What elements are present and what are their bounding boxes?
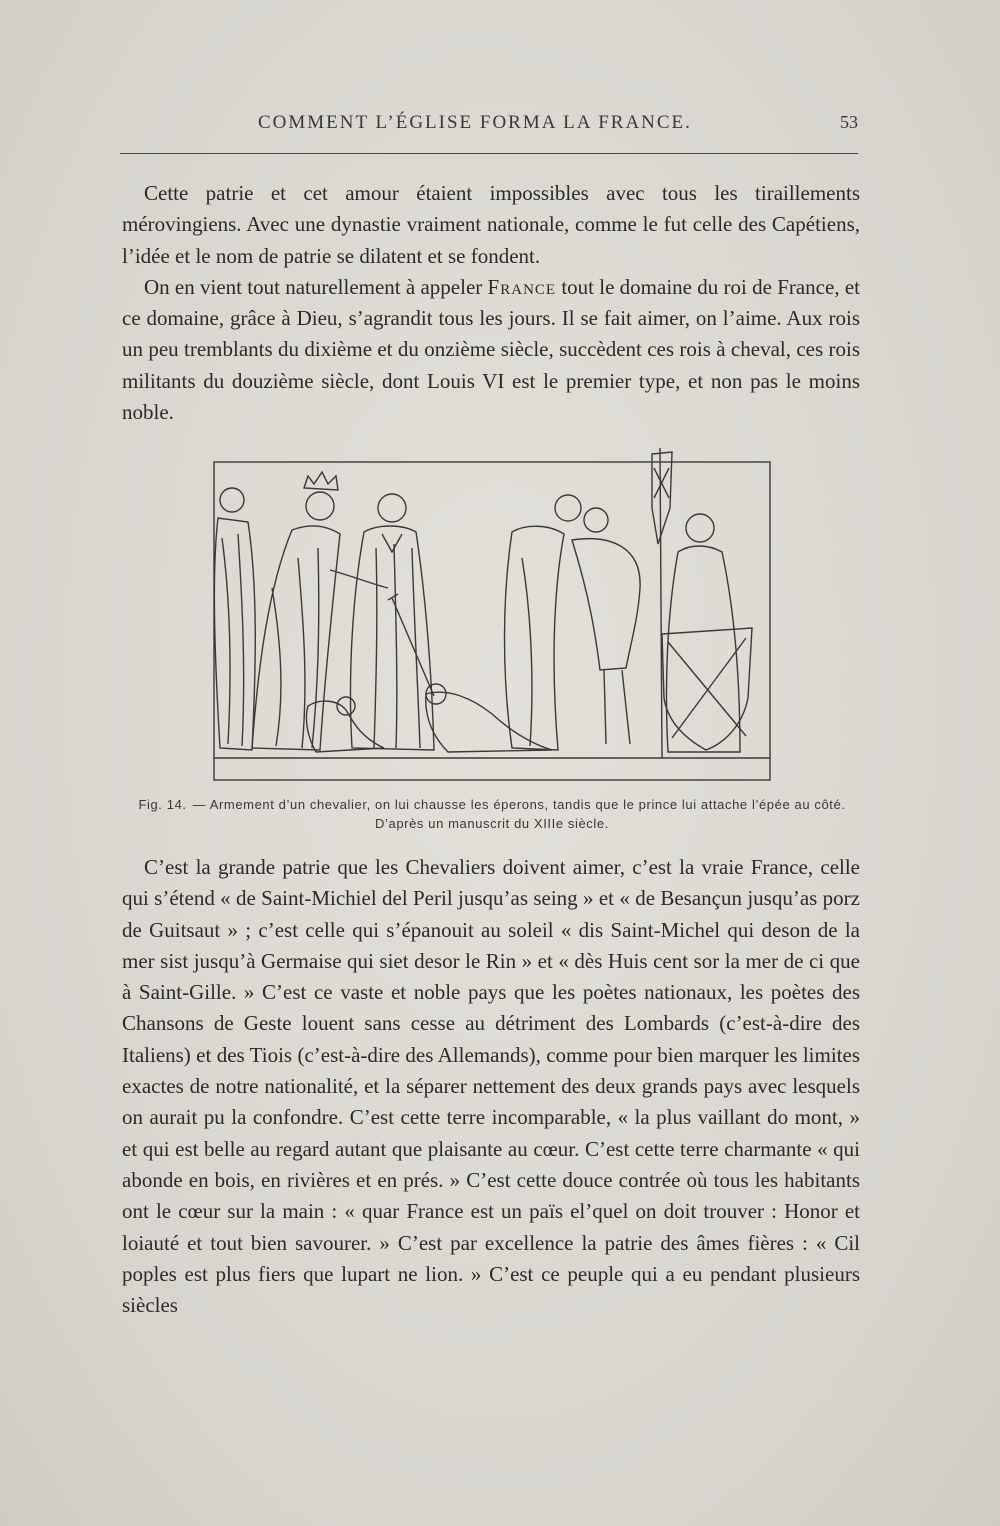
paragraph-1: Cette patrie et cet amour étaient impossibles avec tous les tiraillements mérovingiens. Avec une dynastie vraiment nationale, comme le fut celle des Capétiens, l’idée et le nom de patrie se dilatent et se fondent. bbox=[122, 181, 860, 268]
figure-caption-text: — Armement d’un chevalier, on lui chausse les éperons, tandis que le prince lui attache l’épée au côté. D’après un manuscrit du XIIIe siècle. bbox=[192, 797, 846, 831]
body-text-bottom bbox=[122, 852, 860, 1321]
paragraph-2-rest: tout le domaine du roi de France, et ce domaine, grâce à Dieu, s’agrandit tous les jours. Il se fait aimer, on l’aime. Aux rois un peu tremblants du dixième et du onzième siècle, succèdent ces rois à cheval, ces rois militants du douzième siècle, dont Louis VI est le premier type, et non pas le moins noble. bbox=[122, 274, 860, 425]
running-title: COMMENT L’ÉGLISE FORMA LA FRANCE. bbox=[258, 112, 692, 133]
figure-label: Fig. 14. bbox=[138, 797, 187, 812]
header-rule bbox=[120, 153, 858, 154]
paragraph-3: C’est la grande patrie que les Chevaliers doivent aimer, c’est la vraie France, celle qui s’étend « de Saint-Michiel del Peril jusqu’as seing » et « de Besançun jusqu’as porz de Guitsaut » ; c’est celle qui s’épanouit au soleil « dis Saint-Michel qui deson de la mer sist jusqu’à Germaise qui siet desor le Rin » et « dès Huis cent sor la mer de ci que à Saint-Gille. » C’est ce vaste et noble pays que les poètes nationaux, les poètes des Chansons de Geste louent sans cesse au détriment des Lombards (c’est-à-dire des Italiens) et des Tiois (c’est-à-dire des Allemands), comme pour bien marquer les limites exactes de notre nationalité, et la séparer nettement des deux grands pays avec lesquels on aurait pu la confondre. C’est cette terre incomparable, « la plus vaillant do mont, » et qui est belle au regard autant que plaisante au cœur. C’est cette terre charmante « qui abonde en bois, en rivières et en prés. » C’est cette douce contrée où tous les habitants ont le cœur sur la main : « quar France est un païs el’quel on doit trouver : Honor et loiauté et tout bien savourer. » C’est par excellence la patrie des âmes fières : « Cil poples est plus fiers que lupart ne lion. » C’est ce peuple qui a eu pendant plusieurs siècles bbox=[122, 855, 860, 1318]
page-number: 53 bbox=[840, 112, 858, 132]
figure-illustration bbox=[212, 448, 772, 782]
body-text-top bbox=[122, 178, 860, 428]
knighting-scene-illustration bbox=[212, 448, 772, 782]
france-smallcaps: France bbox=[487, 274, 557, 299]
figure-caption bbox=[122, 795, 862, 833]
paragraph-2-start: On en vient tout naturellement à appeler bbox=[144, 274, 488, 299]
running-header bbox=[120, 108, 860, 138]
paragraph-2 bbox=[122, 272, 860, 428]
